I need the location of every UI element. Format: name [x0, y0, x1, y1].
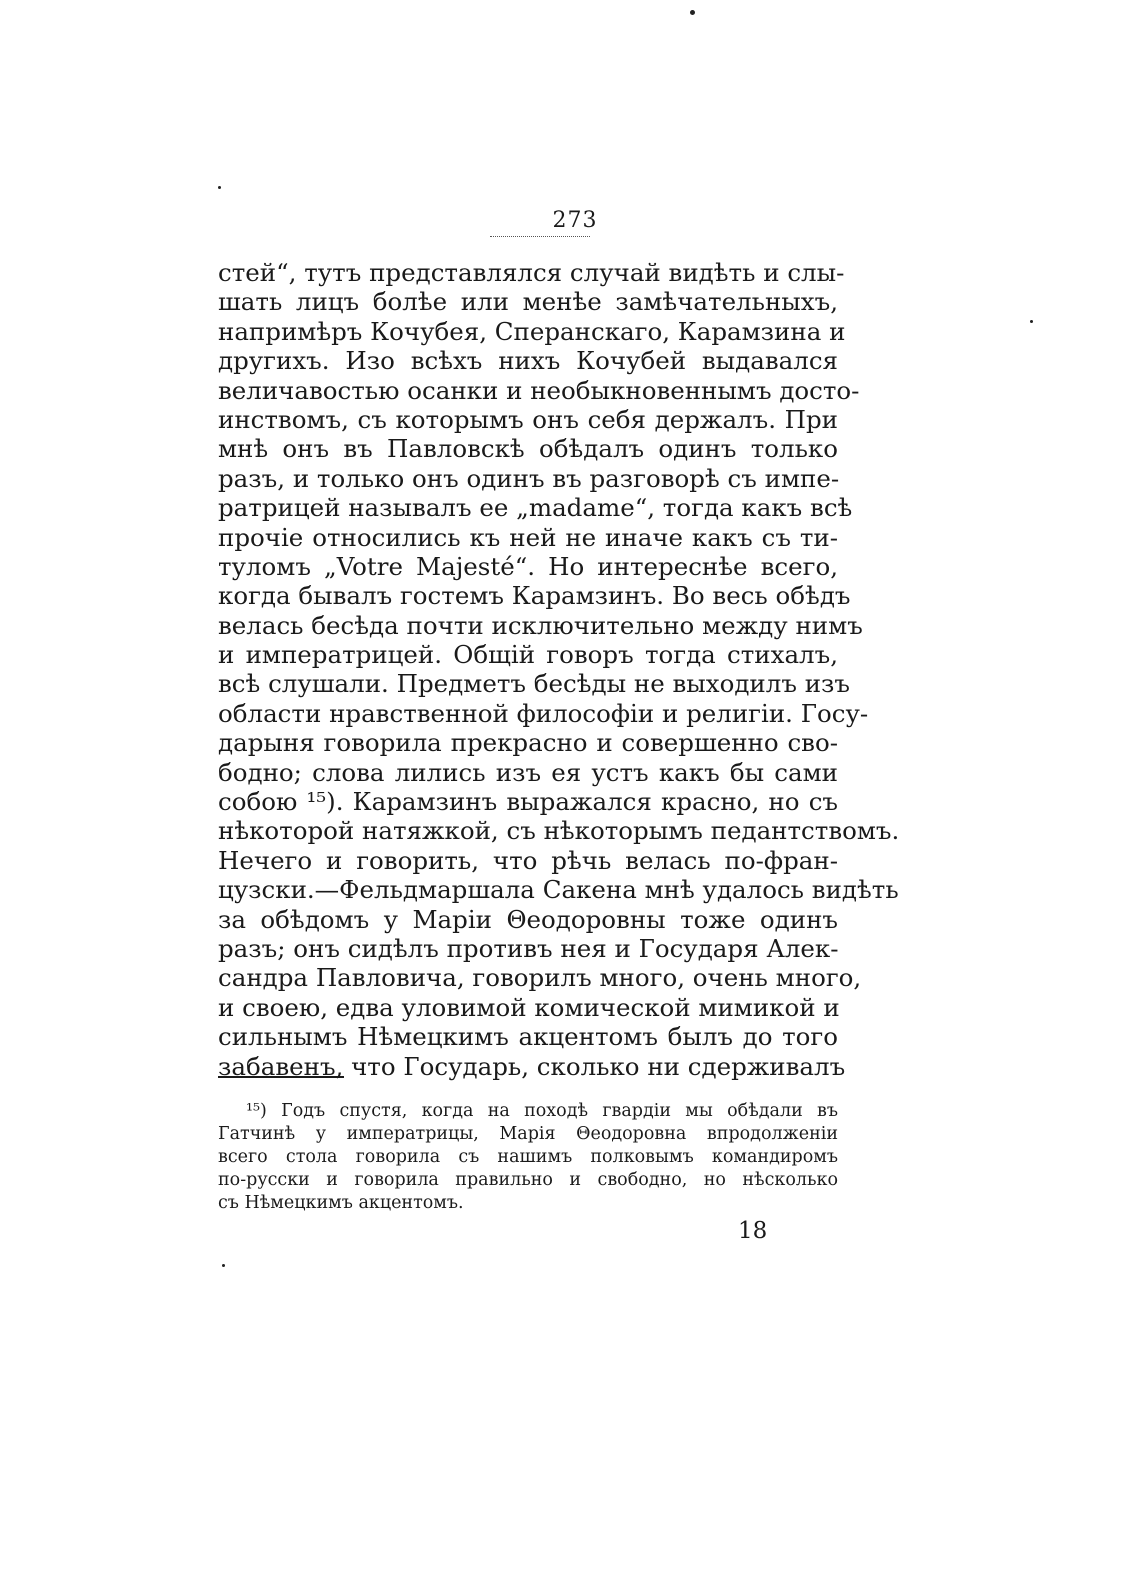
body-text: [218, 258, 900, 1081]
footnote: [218, 1100, 838, 1215]
footnote-line: съ Нѣмецкимъ акцентомъ.: [218, 1193, 464, 1213]
text-line: Нечего и говорить, что рѣчь велась по-фран-: [218, 845, 838, 875]
text-line: цузски.—Фельдмаршала Сакена мнѣ удалось видѣть: [218, 875, 899, 905]
text-line: разъ, и только онъ одинъ въ разговорѣ съ импе-: [218, 463, 840, 493]
text-line: другихъ. Изо всѣхъ нихъ Кочубей выдавался: [218, 346, 838, 376]
text-line: стей“, тутъ представлялся случай видѣть и слы-: [218, 258, 845, 287]
text-line: величавостью осанки и необыкновеннымъ досто-: [218, 375, 860, 405]
text-line: забавенъ, что Государь, сколько ни сдерживалъ: [218, 1051, 846, 1081]
text-line: собою ¹⁵). Карамзинъ выражался красно, но съ: [218, 787, 838, 817]
scan-speck: [222, 1264, 225, 1267]
text-line: сандра Павловича, говорилъ много, очень много,: [218, 963, 862, 993]
page-number: 273: [552, 208, 598, 233]
page-number-ornament: [490, 236, 590, 241]
text-line: за обѣдомъ у Маріи Θеодоровны тоже одинъ: [218, 904, 838, 934]
text-line: велась бесѣда почти исключительно между нимъ: [218, 610, 863, 640]
text-line: шать лицъ болѣе или менѣе замѣчательныхъ,: [218, 287, 838, 317]
text-line: напримѣръ Кочубея, Сперанскаго, Карамзина и: [218, 316, 846, 346]
text-line: мнѣ онъ въ Павловскѣ обѣдалъ одинъ только: [218, 434, 838, 464]
footnote-line: всего стола говорила съ нашимъ полковымъ командиромъ: [218, 1147, 838, 1167]
text-line: прочіе относились къ ней не иначе какъ съ ти-: [218, 522, 838, 552]
text-line: сильнымъ Нѣмецкимъ акцентомъ былъ до того: [218, 1022, 838, 1052]
text-line: и императрицей. Общій говоръ тогда стихалъ,: [218, 640, 838, 670]
text-line: и своею, едва уловимой комической мимикой и: [218, 992, 840, 1022]
text-line: когда бывалъ гостемъ Карамзинъ. Во весь обѣдъ: [218, 581, 851, 611]
scan-speck: [690, 10, 695, 15]
footnote-line: Гатчинѣ у императрицы, Марія Θеодоровна впродолженіи: [218, 1124, 838, 1144]
text-line: бодно; слова лились изъ ея устъ какъ бы сами: [218, 757, 838, 787]
scan-speck: [218, 186, 221, 189]
footnote-rule: [218, 1076, 344, 1078]
text-line: области нравственной философіи и религіи. Госу-: [218, 698, 869, 728]
text-line: ратрицей называлъ ее „madame“, тогда какъ всѣ: [218, 493, 853, 523]
signature-mark: 18: [738, 1218, 768, 1244]
text-line: разъ; онъ сидѣлъ противъ нея и Государя Алек-: [218, 933, 839, 963]
text-line: туломъ „Votre Majesté“. Но интереснѣе всего,: [218, 551, 838, 581]
text-line: всѣ слушали. Предметъ бесѣды не выходилъ изъ: [218, 669, 850, 699]
scan-speck: [1030, 320, 1033, 323]
text-line: инствомъ, съ которымъ онъ себя держалъ. При: [218, 404, 838, 434]
footnote-line: по-русски и говорила правильно и свободно, но нѣсколько: [218, 1170, 838, 1190]
text-line: дарыня говорила прекрасно и совершенно сво-: [218, 728, 838, 758]
text-line: нѣкоторой натяжкой, съ нѣкоторымъ педантствомъ.: [218, 816, 900, 846]
footnote-line: ¹⁵) Годъ спустя, когда на походѣ гвардіи мы обѣдали въ: [246, 1101, 838, 1121]
